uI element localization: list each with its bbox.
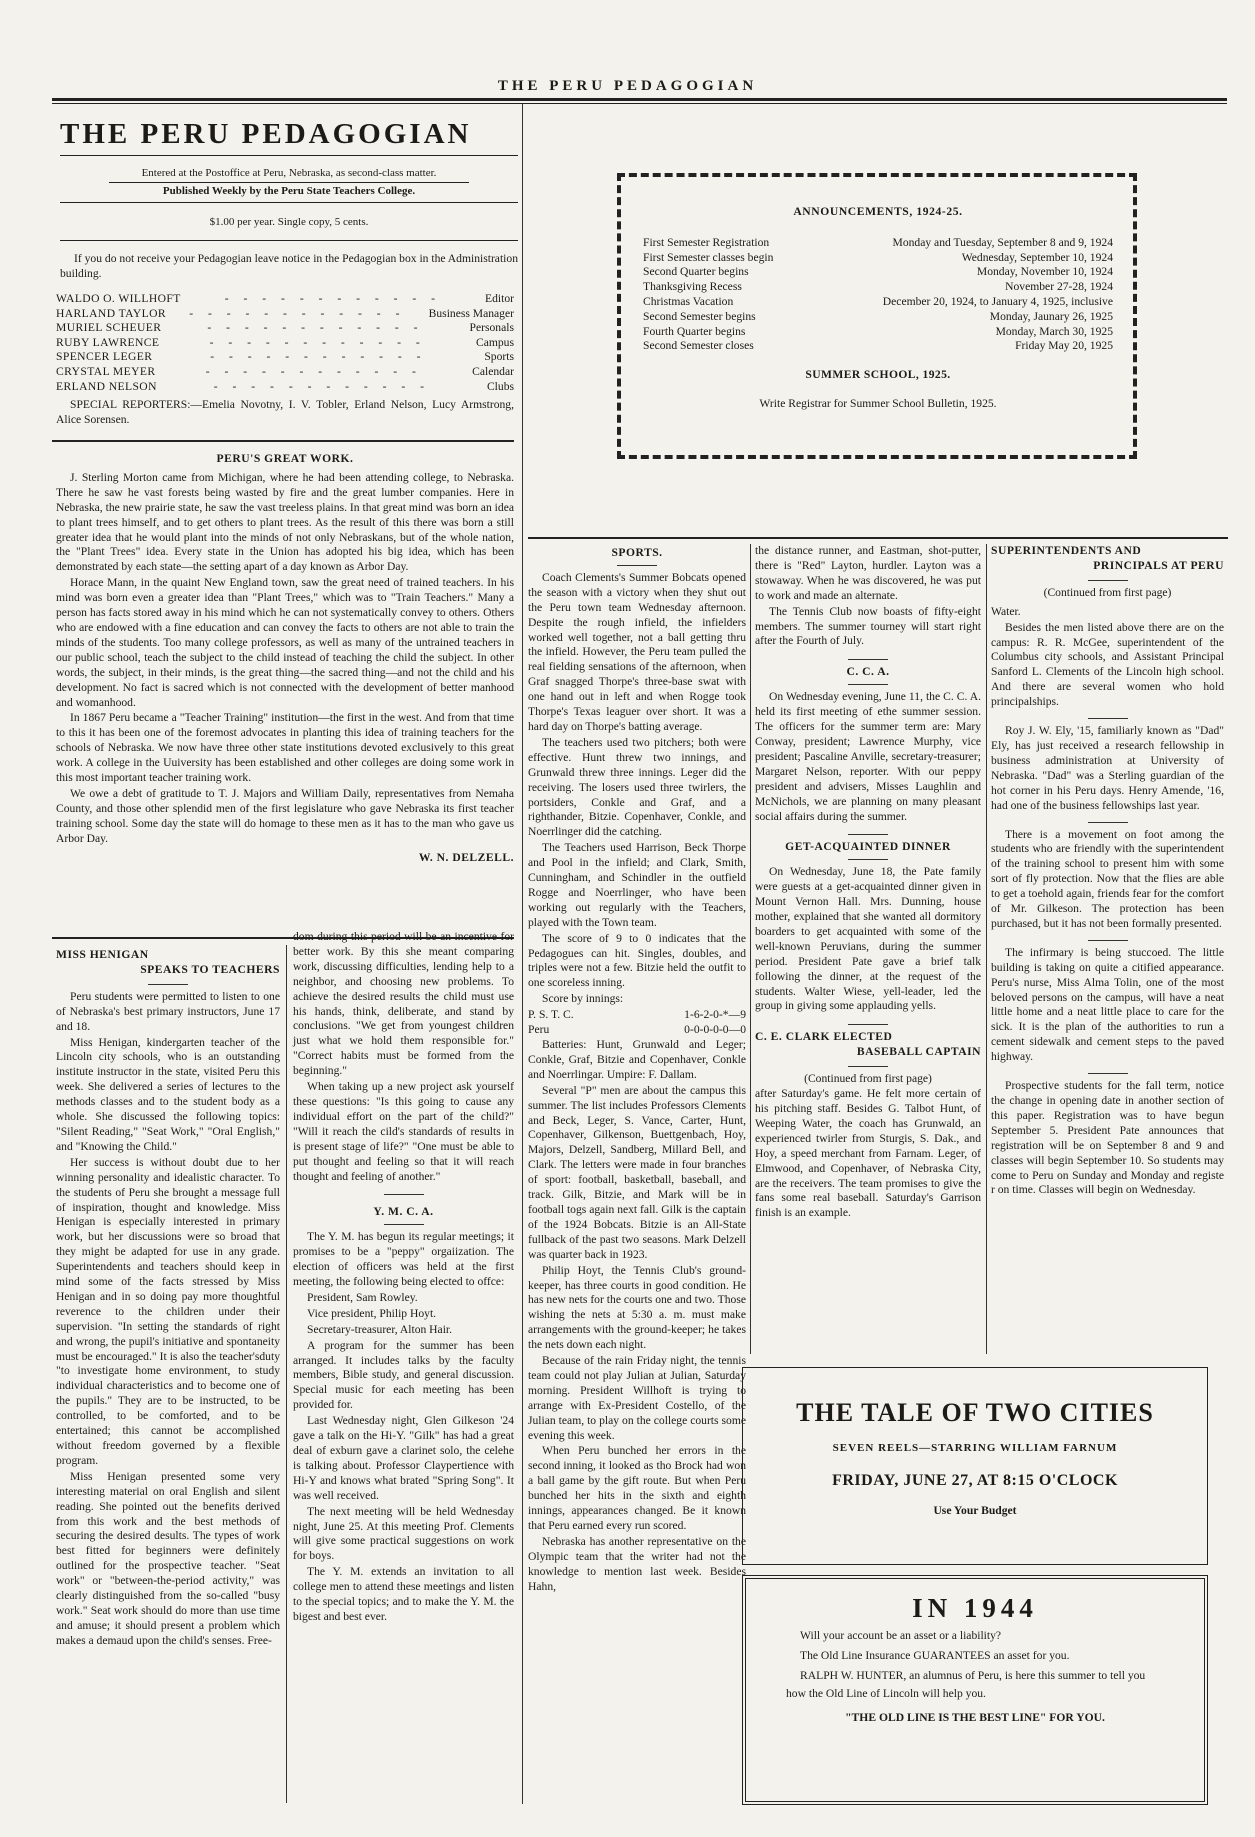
- announcement-event: First Semester Registration: [643, 235, 770, 249]
- officer-line: Vice president, Philip Hoyt.: [307, 1306, 437, 1320]
- staff-name: SPENCER LEGER: [56, 350, 153, 364]
- paragraph: dom during this period will be an incentive for better work. By this she meant comparing work, discussing difficulties, lending help to a neighbor, and choosing new problems. To achieve the desired results the child must use his hands, think, deliberate, and stand by conclusions. "We get from youngest children just what we hold them responsible for." "Correct habits must be formed from the beginning.": [293, 930, 514, 1078]
- clark-body: [755, 1087, 981, 1221]
- announcement-row: [643, 295, 1113, 310]
- section-rule: [1088, 718, 1128, 719]
- article-title: PERU'S GREAT WORK.: [216, 452, 354, 465]
- paragraph: The teachers used two pitchers; both were effective. Hunt threw two innings, and Grunwald threw three innings. Leger did the receiving. The losers used three twirlers, the portsiders, Conkle and Graf, and a righthander, Bitzie. Copenhaver, Conkle, and Noerrlinger did the catching.: [528, 735, 746, 839]
- paragraph: Nebraska has another representative on the Olympic team that the writer had not the knowledge to mention last week. Besides Hahn,: [528, 1534, 746, 1593]
- entry-note: Entered at the Postoffice at Peru, Nebraska, as second-class matter.: [141, 167, 437, 179]
- article-sports: [528, 544, 746, 1596]
- title-rule: [617, 565, 657, 566]
- section-rule: [848, 659, 888, 660]
- dinner-body: [755, 865, 981, 1014]
- paragraph: Her success is without doubt due to her winning personality and idealistic character. To the students of Peru she brought a message full of inspiration, thought and knowledge. Miss Henigan is especially interested in primary work, but her discussions were so broad that they might be adapted for use in any grade. Superintendents and teachers should keep in mind some of the facts stressed by Miss Henigan and in so doing pay more thoughtful reverence to the children under their supervision. "In setting the standards of right and wrong, the pupil's initiative and spontaneity must be encouraged." It is also the teacher'sduty "to investigate home environment, to study individual characteristics and to become one of the pupils." They are to be instructed, to be controlled, to be comforted, and to be entertained; this cannot be accomplished without freedom governed by a flexible program.: [56, 1155, 280, 1467]
- announcement-event: Second Quarter begins: [643, 265, 749, 279]
- score-team: P. S. T. C.: [528, 1008, 574, 1022]
- score-table: [528, 1008, 746, 1038]
- supt-continued-note: (Continued from first page): [1043, 585, 1172, 599]
- summer-school-note: Write Registrar for Summer School Bulletin, 1925.: [759, 396, 997, 410]
- staff-list: [56, 292, 514, 394]
- masthead-rule: [60, 240, 518, 241]
- masthead: [60, 118, 518, 281]
- clark-continued-note: (Continued from first page): [804, 1072, 932, 1086]
- title-rule: [848, 1066, 888, 1067]
- column-four: [755, 544, 981, 1222]
- staff-name: WALDO O. WILLHOFT: [56, 292, 181, 305]
- paragraph: The Y. M. extends an invitation to all college men to attend these meetings and listen to the special topics; and to make the Y. M. the bigest and best ever.: [293, 1565, 514, 1623]
- title-rule: [1088, 580, 1128, 581]
- paragraph: Prospective students for the fall term, notice the change in opening date in another section of this paper. Registration was to have begun September 5. President Pate announces that registration will be on September 8 and 9 and classes will begin September 10. So students may come to Peru on Sunday and Monday and registe r on time. Classes will begin on Wednesday.: [991, 1079, 1224, 1197]
- leader-dots: - - - - - - - - - - - -: [210, 350, 427, 364]
- sports-body: [528, 1038, 746, 1595]
- column-rule: [286, 945, 287, 1803]
- announcements-title: ANNOUNCEMENTS, 1924-25.: [793, 205, 963, 218]
- ely-body: [991, 724, 1224, 813]
- leader-dots: - - - - - - - - - - - -: [189, 306, 406, 320]
- staff-role: Personals: [469, 321, 514, 335]
- paragraph: Because of the rain Friday night, the tennis team could not play Julian at Julian, Saturday morning. President Willhoft is trying to arrange with Ex-President Costello, of the Julian team, to play on the college courts some evening this week.: [528, 1354, 746, 1442]
- paragraph: On Wednesday, June 18, the Pate family were guests at a get-acquainted dinner given in Mount Vernon Hall. Mrs. Dunning, house mother, explained that she wanted all dormitory boarders to get acquainted with some of the well-known Peruvians, during the summer period. President Pate gave a brief talk following the dinner, at the request of the students. Walter Wiese, yell-leader, led the group in giving some applauding yells.: [755, 865, 981, 1013]
- title-rule: [848, 684, 888, 685]
- paragraph: Coach Clements's Summer Bobcats opened the season with a victory when they shut out the Peru town team Wednesday afternoon. Despite the rough infield, the infielders worked well together, not a ball getting thru the infield. However, the Peru team pulled the real fielding sensations of the afternoon, when Graf snagged Thorpe's three-base swat with one hand out in left and when Rogge took Thorpe's Texas leaguer over short. It was a hard day on Thorpe's batting average.: [528, 570, 746, 733]
- paragraph: J. Sterling Morton came from Michigan, where he had been attending college, to Nebraska. There he saw he vast forests being wasted by fire and the great lumber companies. Here in Nebraska, the new prairie state, he saw the vast treeless plains. In that great mind was born an idea to plant trees himself, and to get others to plant trees. As the result of this there was born a still greater idea that he would plant into the minds of not only Nebraskans, but of the whole nation, the "Plant Trees" idea. Every state in the Union has adopted his big idea, which has been demonstrated by each state—the setting apart of a day known as Arbor Day.: [56, 470, 514, 574]
- staff-row: [56, 321, 514, 336]
- announcement-row: [643, 339, 1113, 354]
- paragraph: When taking up a new project ask yourself these questions: "Is this going to cause any individual effort on the part of the child?" "Will it reach the cild's standards of results in is present stage of life?" "One must be able to put thought and feeling so that it will reach thought and feeling of another.": [293, 1080, 514, 1183]
- paragraph: In 1867 Peru became a "Teacher Training" institution—the first in the west. And from that time to this it has been one of the foremost advocates in planting this idea of training teachers for the schools of Nebraska. We now have three other state institutions devoted exclusively to this great work. A college in the Uuiversity has been established and other colleges are doing some work in this most important teacher training work.: [56, 711, 514, 785]
- staff-role: Editor: [485, 292, 514, 305]
- header-rule-thin: [52, 103, 1227, 104]
- staff-name: RUBY LAWRENCE: [56, 335, 160, 349]
- sports-continued: [755, 544, 981, 649]
- paragraph: Roy J. W. Ely, '15, familiarly known as "Dad" Ely, has just received a research fellowship in business administration at University of Nebraska. "Dad" was a Sterling guardian of the hot corner in his Peru days. Henry Amende, '16, had one of the business fellowships last year.: [991, 724, 1224, 812]
- film-advertisement: [742, 1367, 1208, 1565]
- staff-role: Clubs: [486, 379, 514, 393]
- paragraph: Water.: [991, 604, 1021, 618]
- announcement-row: [643, 265, 1113, 280]
- running-head: THE PERU PEDAGOGIAN: [497, 78, 758, 94]
- staff-role: Business Manager: [428, 306, 514, 320]
- article-great-work: [56, 448, 514, 865]
- film-note: Use Your Budget: [933, 1504, 1017, 1517]
- supt-title: SUPERINTENDENTS AND: [991, 544, 1142, 557]
- special-reporters-text: SPECIAL REPORTERS:—Emelia Novotny, I. V. Tobler, Erland Nelson, Lucy Armstrong, Alice Sorensen.: [56, 398, 514, 426]
- insurance-line: RALPH W. HUNTER, an alumnus of Peru, is here this summer to tell you how the Old Line of Lincoln will help you.: [786, 1669, 1146, 1700]
- staff-role: Calendar: [472, 364, 514, 378]
- section-rule: [1088, 822, 1128, 823]
- announcement-row: [643, 280, 1113, 295]
- paragraph: The infirmary is being stuccoed. The little building is taking on quite a citified appearance. Peru's nurse, Miss Alma Tolin, one of the most beloved persons on the campus, will have a neat little home and a neat little place to care for the sick. It is the plan of the authorities to run a cement sidewalk and cement steps to the paved highway.: [991, 945, 1224, 1064]
- paragraph: Miss Henigan, kindergarten teacher of the Lincoln city schools, who is an outstanding institute instructor in the state, visited Peru this week. She delivered a series of lectures to the methods classes and to the student body as a whole. She discussed the following topics: "Silent Reading," "Seat Work," "Oral English," and "Knowing the Child.": [56, 1035, 280, 1153]
- masthead-rule: [60, 155, 518, 156]
- clark-title: C. E. CLARK ELECTED: [755, 1030, 893, 1044]
- officer-line: President, Sam Rowley.: [307, 1290, 418, 1304]
- announcement-event: Fourth Quarter begins: [643, 324, 746, 338]
- announcement-date: Monday, November 10, 1924: [976, 265, 1113, 279]
- paragraph: We owe a debt of gratitude to T. J. Majors and William Daily, representatives from Nemaha County, and those other splendid men of the first legislature who gave Nebraska its first teacher training school. Some day the state will do homage to these men as it has to the man who gave us Arbor Day.: [56, 786, 514, 845]
- announcement-row: [643, 251, 1113, 266]
- masthead-rule: [60, 202, 518, 203]
- article-henigan-col2: [293, 930, 514, 1626]
- paragraph: A program for the summer has been arranged. It includes talks by the faculty members, Bible study, and general discussion. Special music for each meeting has been provided for.: [293, 1338, 514, 1412]
- section-rule: [848, 1024, 888, 1025]
- section-rule: [1088, 1073, 1128, 1074]
- paragraph: Miss Henigan presented some very interesting material on oral English and silent reading. She pointed out the benefits derived from this work and the best methods of securing the desired desults. The types of work best fitted for beginners were definitely outlined for the prospective teacher. "Seat work" or "between-the-period activity," was clearly distinguished from the so-called "busy work." Seat work should do more than use time and amuse; it should present a problem which makes a demaud upon the child's senses. Free-: [56, 1469, 280, 1647]
- masthead-rule: [109, 182, 469, 183]
- leader-dots: - - - - - - - - - - - -: [213, 379, 430, 393]
- insurance-line: The Old Line Insurance GUARANTEES an asset for you.: [800, 1649, 1070, 1662]
- paragraph: Horace Mann, in the quaint New England town, saw the great need of trained teachers. In his mind was born even a greater idea than "Plant Trees," which was to "Train Teachers." Many a person has facts stored away in his mind which he can not systematically convey to others. Others who are endowed with a fine education and can convey the facts to others are not able to train the minds of the students. Too many college professors, as well as many of the untrained teachers in our public school, teach the subject to the child instead of teaching the child the subject. In other words, the subject, in their minds, is the great thing—the sacred thing—and not the child and his development. No fact is sacred which is not connected with the development of better manhood and womanhood.: [56, 576, 514, 709]
- section-rule: [1088, 940, 1128, 941]
- paragraph: There is a movement on foot among the students who are friendly with the superintendent of the training school to present him with some sort of fly protection. Now that the flies are able to get a toehold again, friends fear for the comfort of Mr. Gilkeson. The protection has been purchased, but it has not been formally presented.: [991, 827, 1224, 930]
- article-title: MISS HENIGAN: [56, 948, 149, 961]
- price-line: $1.00 per year. Single copy, 5 cents.: [209, 216, 369, 228]
- score-team: Peru: [528, 1023, 550, 1037]
- announcement-date: Friday May 20, 1925: [1015, 339, 1113, 353]
- announcement-row: [643, 325, 1113, 340]
- staff-name: CRYSTAL MEYER: [56, 364, 156, 378]
- announcement-date: December 20, 1924, to January 4, 1925, inclusive: [882, 294, 1113, 308]
- delivery-notice: If you do not receive your Pedagogian leave notice in the Pedagogian box in the Administration building.: [60, 252, 518, 280]
- score-row: [528, 1023, 746, 1038]
- article-body: [56, 471, 514, 847]
- sports-body: [528, 571, 746, 991]
- announcement-date: Wednesday, September 10, 1924: [961, 250, 1113, 264]
- title-rule: [148, 984, 188, 985]
- special-reporters: [56, 398, 514, 427]
- title-rule: [848, 859, 888, 860]
- staff-row: [56, 307, 514, 322]
- staff-row: [56, 292, 514, 307]
- ymca-body: [293, 1230, 514, 1290]
- officer-line: Secretary-treasurer, Alton Hair.: [307, 1322, 453, 1336]
- film-title: THE TALE OF TWO CITIES: [796, 1398, 1154, 1427]
- section-rule: [52, 440, 514, 442]
- film-date: FRIDAY, JUNE 27, AT 8:15 O'CLOCK: [832, 1472, 1118, 1489]
- insurance-advertisement: [742, 1575, 1208, 1805]
- insurance-title: IN 1944: [912, 1593, 1038, 1623]
- paragraph: The Tennis Club now boasts of fifty-eight members. The summer tourney will start right after the Fourth of July.: [755, 604, 981, 648]
- film-subtitle: SEVEN REELS—STARRING WILLIAM FARNUM: [832, 1442, 1118, 1454]
- column-rule: [986, 544, 987, 1354]
- section-rule: [848, 834, 888, 835]
- sports-title: SPORTS.: [611, 546, 663, 559]
- announcement-date: November 27-28, 1924: [1005, 280, 1113, 294]
- staff-row: [56, 350, 514, 365]
- insurance-slogan: "THE OLD LINE IS THE BEST LINE" FOR YOU.: [845, 1711, 1105, 1724]
- announcement-date: Monday and Tuesday, September 8 and 9, 1924: [892, 235, 1113, 249]
- dinner-title: GET-ACQUAINTED DINNER: [785, 840, 951, 854]
- article-signature: W. N. DELZELL.: [418, 850, 514, 864]
- staff-row: [56, 380, 514, 395]
- ymca-officers: [307, 1291, 514, 1338]
- header-rule: [52, 98, 1227, 101]
- announcement-row: [643, 236, 1113, 251]
- score-innings: 0-0-0-0-0—0: [684, 1023, 746, 1037]
- prospective-body: [991, 1079, 1224, 1198]
- announcement-row: [643, 310, 1113, 325]
- infirmary-body: [991, 946, 1224, 1065]
- section-rule: [528, 537, 1228, 539]
- announcements-list: [643, 236, 1113, 354]
- staff-name: ERLAND NELSON: [56, 379, 157, 393]
- staff-name: HARLAND TAYLOR: [56, 306, 166, 320]
- paragraph: Last Wednesday night, Glen Gilkeson '24 gave a talk on the Hi-Y. "Gilk" has had a great deal of exburn gave a clarinet solo, the celehe is talking about. Professor Claypertience with Hi-Y and knows what brated "Spring Song". It was well received.: [293, 1414, 514, 1502]
- summer-school-title: SUMMER SCHOOL, 1925.: [805, 368, 951, 382]
- paragraph: Peru students were permitted to listen to one of Nebraska's best primary instructors, June 17 and 18.: [56, 989, 280, 1033]
- article-body: [56, 990, 280, 1649]
- column-five: [991, 544, 1224, 1199]
- paragraph: the distance runner, and Eastman, shot-putter, there is "Red" Layton, hurdler. Layton was a stowaway. When he was discovered, he was put to work and made an alternate.: [755, 544, 981, 602]
- announcement-date: Monday, March 30, 1925: [995, 324, 1113, 338]
- announcement-date: Monday, Jaunary 26, 1925: [989, 309, 1113, 323]
- staff-role: Sports: [484, 350, 514, 364]
- supt-title: PRINCIPALS AT PERU: [1093, 558, 1224, 572]
- cca-body: [755, 690, 981, 824]
- paragraph: The Y. M. has begun its regular meetings; it promises to be a "peppy" orgaiization. The election of officers was held at the first meeting, the following being elected to offce:: [293, 1230, 514, 1289]
- announcement-event: Second Semester begins: [643, 309, 756, 323]
- paragraph: The Teachers used Harrison, Beck Thorpe and Pool in the infield; and Clark, Smith, Cunningham, and Schindler in the outfield Rogge and Noerrlinger, who have been working out regularly with the Teachers, played with the Town team.: [528, 841, 746, 929]
- insurance-line: Will your account be an asset or a liability?: [800, 1629, 1002, 1642]
- leader-dots: - - - - - - - - - - - -: [207, 321, 424, 335]
- paragraph: Besides the men listed above there are on the campus: R. R. McGee, superintendent of the Columbus city schools, and Assistant Principal Sanford L. Clements of the Lincoln high school. And there are several women who hold principalships.: [991, 620, 1224, 709]
- title-rule: [384, 1224, 424, 1225]
- article-henigan-col1: [56, 948, 280, 1650]
- score-row: [528, 1008, 746, 1023]
- paragraph: Batteries: Hunt, Grunwald and Leger; Conkle, Graf, Bitzie and Copenhaver, Conkle and Noerrlingar. Umpire: F. Dallam.: [528, 1038, 746, 1081]
- paragraph: The score of 9 to 0 indicates that the Pedagogues can hit. Singles, doubles, and triples were not a few. Bitzie held the outfit to one scoreless inning.: [528, 931, 746, 990]
- publisher-line: Published Weekly by the Peru State Teachers College.: [162, 185, 416, 197]
- ymca-title: Y. M. C. A.: [373, 1205, 434, 1219]
- staff-row: [56, 365, 514, 380]
- paragraph: The next meeting will be held Wednesday night, June 25. At this meeting Prof. Clements will give some practical suggestions on work for boys.: [293, 1504, 514, 1563]
- leader-dots: - - - - - - - - - - - -: [205, 364, 422, 378]
- supt-body: [991, 605, 1224, 710]
- staff-row: [56, 336, 514, 351]
- announcements-box: [617, 173, 1137, 459]
- staff-name: MURIEL SCHEUER: [56, 321, 162, 335]
- announcement-event: Christmas Vacation: [643, 294, 734, 308]
- leader-dots: - - - - - - - - - - - -: [224, 292, 441, 305]
- paragraph: Several "P" men are about the campus this summer. The list includes Professors Clements and Beck, Leger, S. Vance, Carter, Hunt, Copenhaver, Gilkenson, Buettgenbach, Hoy, Majors, Delzell, Sandberg, Millard Bell, and Clark. The letters were made in four branches of sport: football, basketball, baseball, and track. Gilk, Bitzie, and Mark will be in football togs again next fall. Gilk is the captain of the 1924 Bobcats. Bitzie is an All-State fullback of the past two seasons. Mark Delzell was quarter back in 1923.: [528, 1083, 746, 1261]
- clark-title: BASEBALL CAPTAIN: [856, 1045, 981, 1059]
- movement-body: [991, 828, 1224, 932]
- column-rule: [750, 544, 751, 1354]
- announcement-event: First Semester classes begin: [643, 250, 774, 264]
- announcement-event: Second Semester closes: [643, 339, 754, 353]
- leader-dots: - - - - - - - - - - - -: [209, 335, 426, 349]
- article-title: SPEAKS TO TEACHERS: [140, 962, 280, 976]
- score-label: Score by innings:: [542, 992, 624, 1006]
- score-innings: 1-6-2-0-*—9: [684, 1008, 746, 1022]
- section-rule: [384, 1194, 424, 1195]
- announcement-event: Thanksgiving Recess: [643, 280, 742, 294]
- paragraph: Philip Hoyt, the Tennis Club's ground-keeper, has three courts in good condition. He has new nets for the courts one and two. Those wishing the nets at 5:30 a. m. must make arrangements with the ground-keeper; he takes the nets down each night.: [528, 1263, 746, 1352]
- column-rule: [522, 104, 523, 1804]
- cca-title: C. C. A.: [846, 665, 890, 679]
- ymca-body: [293, 1339, 514, 1625]
- masthead-title: THE PERU PEDAGOGIAN: [60, 118, 472, 150]
- paragraph: after Saturday's game. He felt more certain of his pitching staff. Besides G. Talbot Hunt, of Weeping Water, the coach has Grunwald, an experienced twirler from Sturgis, S. Dak., and Hoy, a speed merchant from Farnam. Leger, of Elmwood, and Copenhaver, of Nebraska City, are the receivers. The team promises to give the fans some real baseball. Saturday's Garrison finish is an example.: [755, 1087, 981, 1220]
- staff-role: Campus: [475, 335, 514, 349]
- article-body: [293, 930, 514, 1184]
- paragraph: On Wednesday evening, June 11, the C. C. A. held its first meeting of ethe summer session. The officers for the summer term are: Mary Conway, president; Lawrence Murphy, vice president; Pascaline Anville, secretary-treasurer; Margaret Nelson, reporter. With our peppy president and advisers, Misses Laughlin and McNichols, we are planning on many pleasant social affairs during the summer.: [755, 690, 981, 823]
- paragraph: When Peru bunched her errors in the second inning, it looked as tho Brock had won a ball game by the gift route. But when Peru bunched her hits in the sixth and eighth innings, appearances changed. Be it known that Peru earned every run scored.: [528, 1444, 746, 1532]
